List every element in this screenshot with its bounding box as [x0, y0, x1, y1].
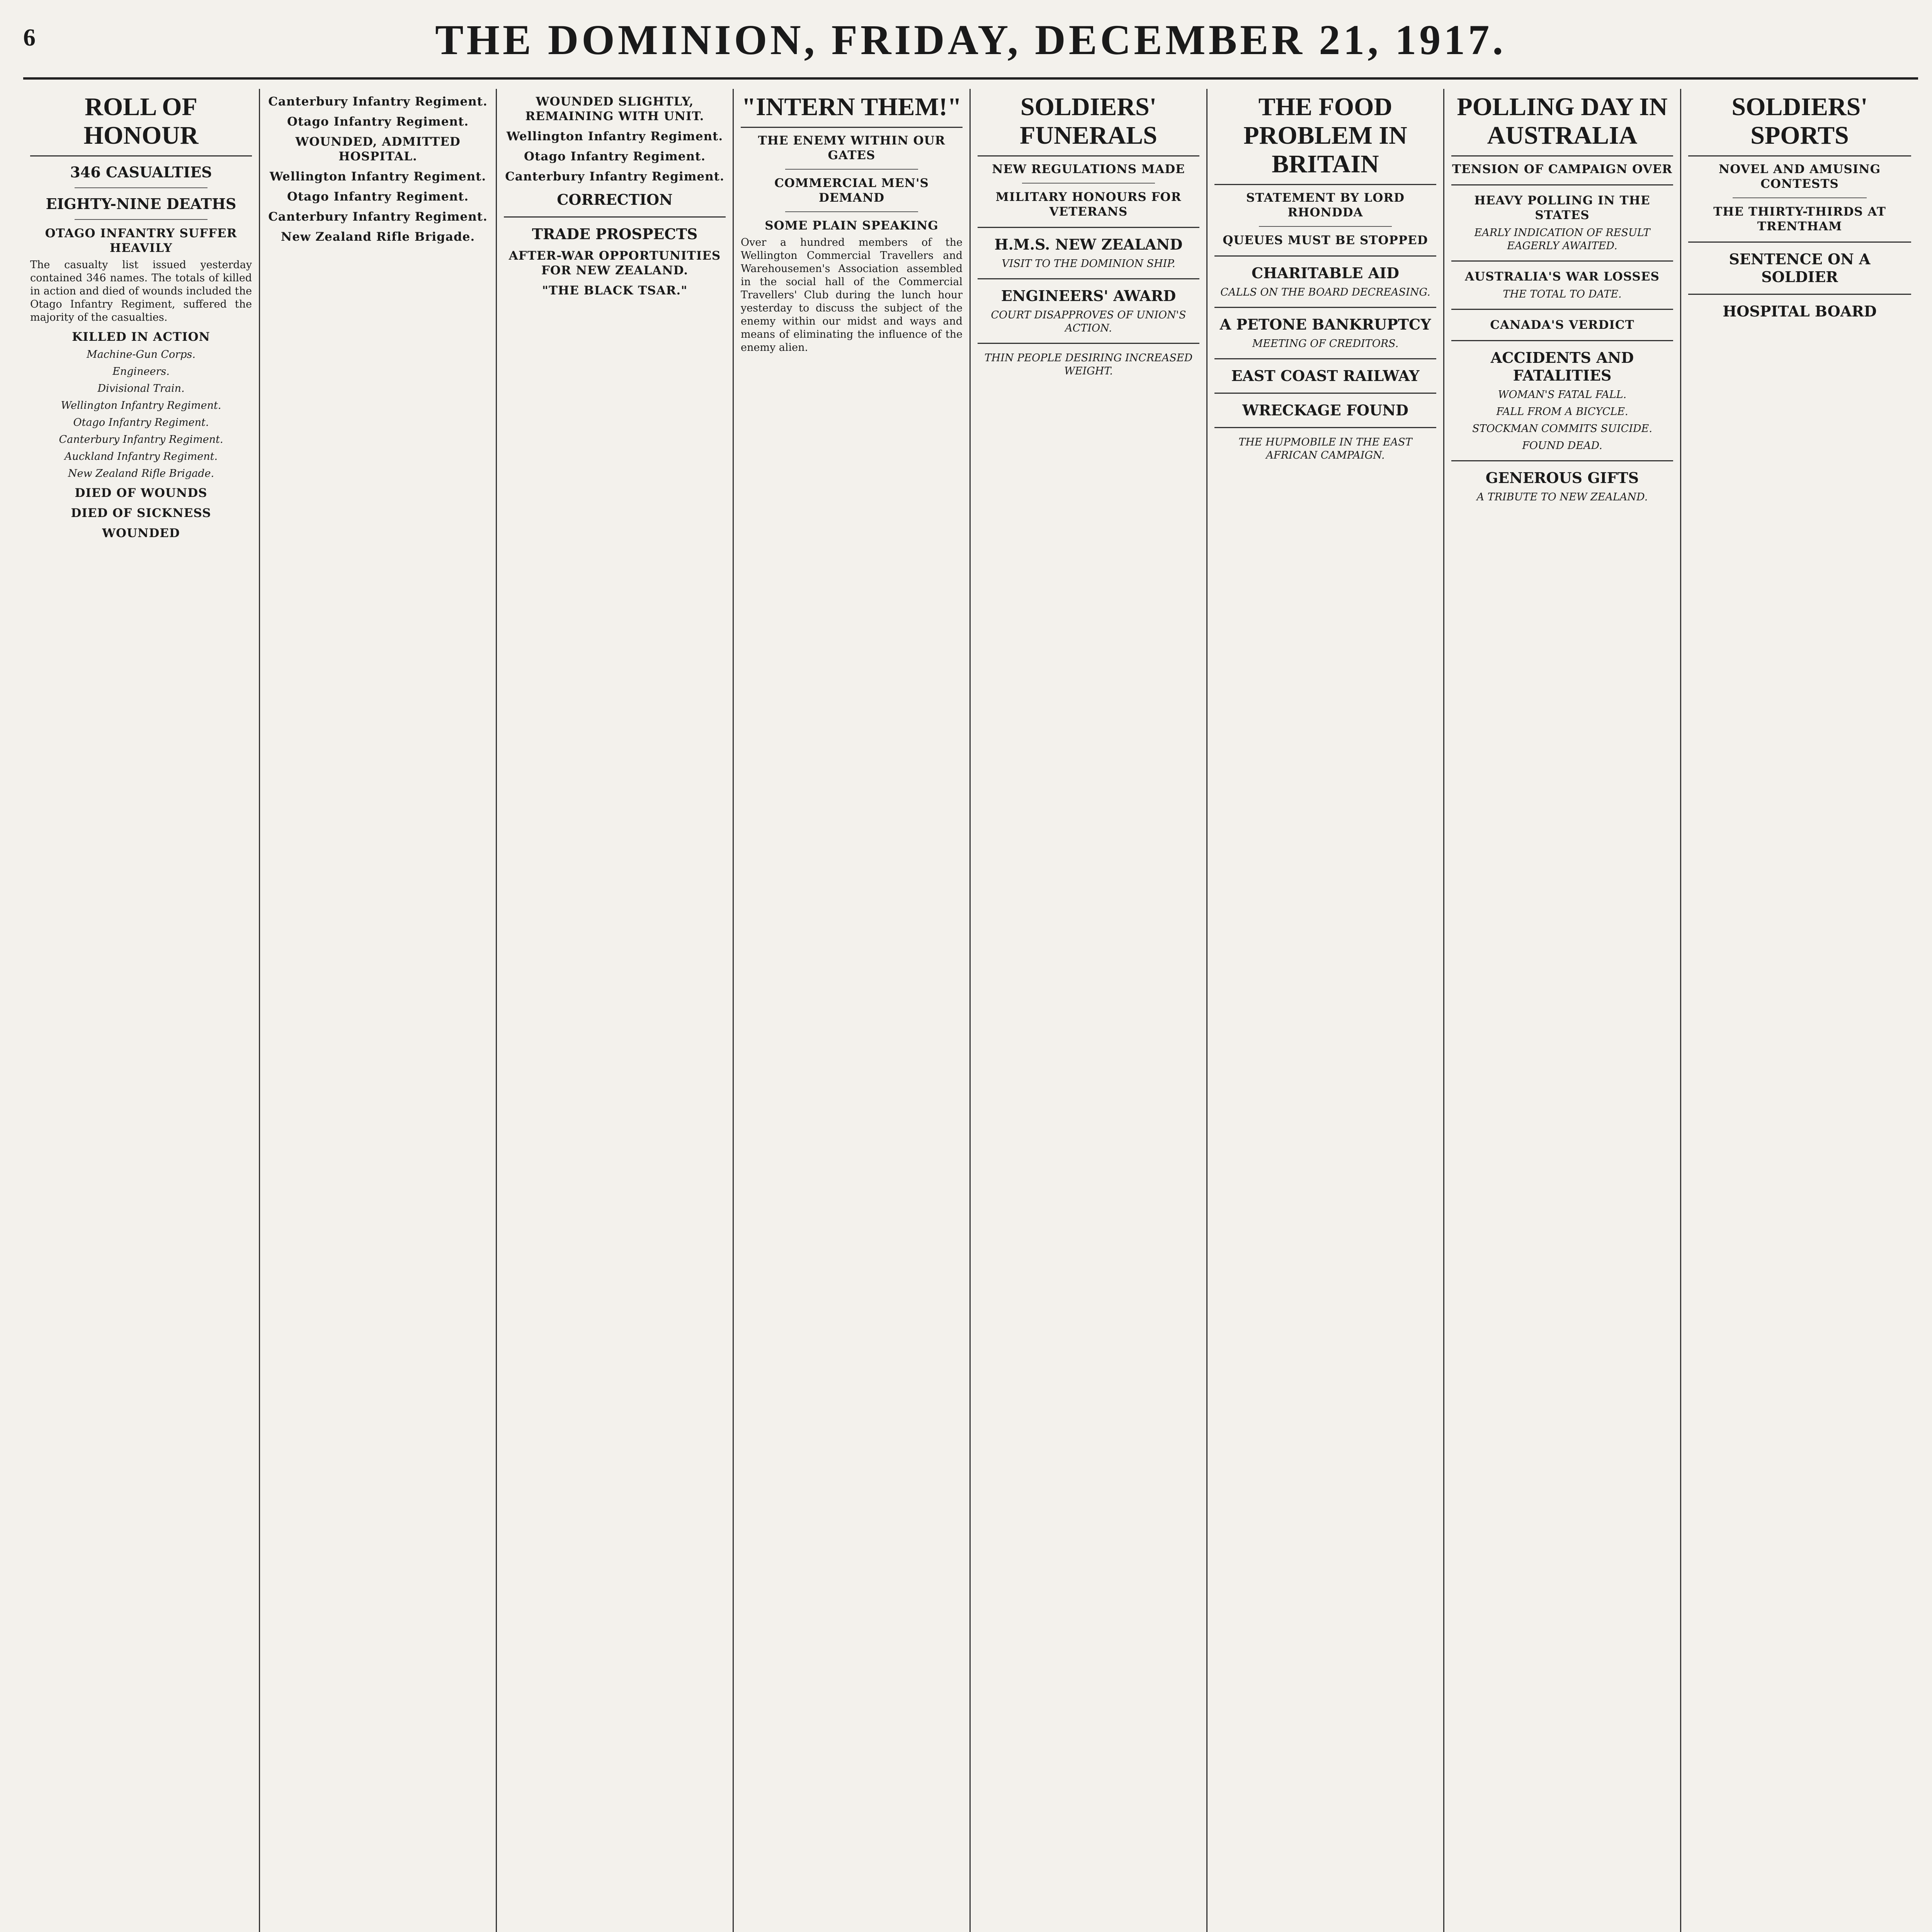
divider: [1451, 260, 1673, 262]
regiment-label: New Zealand Rifle Brigade.: [68, 468, 214, 480]
hupmobile-heading: THE HUPMOBILE IN THE EAST AFRICAN CAMPAIGN.: [1238, 436, 1412, 461]
masthead-rule: [23, 77, 1918, 80]
divider: [504, 216, 726, 218]
tension-heading: TENSION OF CAMPAIGN OVER: [1452, 162, 1672, 176]
divider: [1451, 460, 1673, 461]
deaths-heading: EIGHTY-NINE DEATHS: [46, 195, 236, 213]
hospital-heading: WOUNDED, ADMITTED HOSPITAL.: [295, 135, 461, 163]
section-died-of-wounds: DIED OF WOUNDS: [75, 486, 207, 500]
column-casualties-trade: [497, 89, 734, 1932]
hospital-board-heading: HOSPITAL BOARD: [1723, 303, 1877, 320]
column-casualty-list: [260, 89, 497, 1932]
column-food-problem: [1208, 89, 1444, 1932]
column-polling-day: [1444, 89, 1681, 1932]
divider: [1451, 340, 1673, 341]
charitable-aid-heading: CHARITABLE AID: [1252, 264, 1399, 282]
wreckage-heading: WRECKAGE FOUND: [1242, 401, 1408, 419]
divider: [1733, 197, 1866, 198]
funerals-heading: SOLDIERS' FUNERALS: [978, 89, 1199, 156]
accidents-heading: ACCIDENTS AND FATALITIES: [1490, 349, 1634, 384]
tribute-heading: A TRIBUTE TO NEW ZEALAND.: [1476, 491, 1648, 503]
polling-heading: POLLING DAY IN AUSTRALIA: [1451, 89, 1673, 156]
correction-heading: CORRECTION: [557, 191, 673, 208]
visit-heading: VISIT TO THE DOMINION SHIP.: [1002, 258, 1175, 270]
regiment-label: Wellington Infantry Regiment.: [61, 400, 221, 412]
regiment-heading: Otago Infantry Regiment.: [287, 115, 469, 129]
enemy-within-heading: THE ENEMY WITHIN OUR GATES: [758, 134, 946, 162]
rhondda-heading: STATEMENT BY LORD RHONDDA: [1246, 191, 1405, 219]
black-tsar-heading: "THE BLACK TSAR.": [542, 284, 688, 298]
found-dead-heading: FOUND DEAD.: [1522, 440, 1602, 452]
column-soldiers-funerals: [971, 89, 1208, 1932]
divider: [1214, 358, 1436, 359]
regiment-label: Machine-Gun Corps.: [87, 349, 196, 361]
divider: [978, 278, 1199, 279]
early-indication-heading: EARLY INDICATION OF RESULT EAGERLY AWAITED.: [1474, 227, 1650, 252]
sentence-heading: SENTENCE ON A SOLDIER: [1729, 250, 1871, 286]
fatal-fall-heading: WOMAN'S FATAL FALL.: [1498, 389, 1627, 401]
bicycle-heading: FALL FROM A BICYCLE.: [1496, 406, 1628, 418]
food-problem-heading: THE FOOD PROBLEM IN BRITAIN: [1214, 89, 1436, 185]
newspaper-title: THE DOMINION, FRIDAY, DECEMBER 21, 1917.: [435, 16, 1506, 63]
regiment-label: Otago Infantry Regiment.: [73, 417, 209, 429]
bankruptcy-heading: A PETONE BANKRUPTCY: [1219, 316, 1431, 333]
divider: [1214, 255, 1436, 257]
regiment-label: Auckland Infantry Regiment.: [64, 451, 218, 463]
regiment-heading: New Zealand Rifle Brigade.: [281, 230, 475, 244]
canada-heading: CANADA'S VERDICT: [1490, 318, 1634, 332]
section-wounded: WOUNDED: [102, 526, 180, 540]
divider: [1259, 226, 1392, 227]
after-war-heading: AFTER-WAR OPPORTUNITIES FOR NEW ZEALAND.: [509, 249, 721, 277]
divider: [75, 219, 207, 220]
page-number: 6: [23, 24, 36, 51]
intro-paragraph: The casualty list issued yesterday contained 346 names. The totals of killed in action and died of wounds included the Otago Infantry Regiment, suffered the majority of the casualties.: [30, 259, 252, 323]
creditors-heading: MEETING OF CREDITORS.: [1252, 338, 1399, 350]
regiment-heading: Canterbury Infantry Regiment.: [268, 95, 488, 109]
stockman-heading: STOCKMAN COMMITS SUICIDE.: [1472, 423, 1652, 435]
regulations-heading: NEW REGULATIONS MADE: [992, 162, 1185, 176]
queues-heading: QUEUES MUST BE STOPPED: [1223, 233, 1428, 247]
divider: [1214, 393, 1436, 394]
contests-heading: NOVEL AND AMUSING CONTESTS: [1718, 162, 1881, 191]
gifts-heading: GENEROUS GIFTS: [1485, 469, 1639, 486]
regiment-heading: Canterbury Infantry Regiment.: [505, 170, 724, 184]
column-roll-of-honour: [23, 89, 260, 1932]
intern-them-heading: "INTERN THEM!": [741, 89, 963, 128]
section-died-of-sickness: DIED OF SICKNESS: [71, 506, 211, 520]
military-honours-heading: MILITARY HONOURS FOR VETERANS: [995, 190, 1182, 219]
divider: [1688, 242, 1911, 243]
otago-heading: OTAGO INFANTRY SUFFER HEAVILY: [45, 226, 237, 255]
regiment-heading: Otago Infantry Regiment.: [287, 190, 469, 204]
divider: [1214, 427, 1436, 428]
wounded-slightly-heading: WOUNDED SLIGHTLY, REMAINING WITH UNIT.: [525, 95, 704, 123]
divider: [1451, 309, 1673, 310]
regiment-label: Divisional Train.: [97, 383, 185, 395]
roll-of-honour-heading: ROLL OF HONOUR: [30, 89, 252, 156]
commercial-demand-heading: COMMERCIAL MEN'S DEMAND: [774, 176, 929, 205]
court-heading: COURT DISAPPROVES OF UNION'S ACTION.: [991, 309, 1186, 334]
hms-heading: H.M.S. NEW ZEALAND: [994, 236, 1183, 253]
engineers-heading: ENGINEERS' AWARD: [1001, 287, 1176, 304]
regiment-heading: Wellington Infantry Regiment.: [269, 170, 486, 184]
casualties-count: 346 CASUALTIES: [70, 163, 212, 181]
columns: [23, 89, 1918, 1932]
regiment-heading: Canterbury Infantry Regiment.: [268, 210, 488, 224]
divider: [785, 211, 918, 212]
railway-heading: EAST COAST RAILWAY: [1231, 367, 1420, 384]
regiment-heading: Otago Infantry Regiment.: [524, 150, 706, 163]
total-heading: THE TOTAL TO DATE.: [1503, 288, 1622, 300]
regiment-heading: Wellington Infantry Regiment.: [506, 129, 723, 143]
column-intern-them: [734, 89, 971, 1932]
divider: [785, 169, 918, 170]
plain-speaking-heading: SOME PLAIN SPEAKING: [765, 219, 939, 233]
sports-heading: SOLDIERS' SPORTS: [1688, 89, 1911, 156]
divider: [978, 227, 1199, 228]
war-losses-heading: AUSTRALIA'S WAR LOSSES: [1465, 270, 1660, 284]
column-soldiers-sports: [1681, 89, 1918, 1932]
divider: [75, 187, 207, 188]
regiment-label: Engineers.: [112, 366, 170, 378]
masthead: [23, 15, 1918, 73]
section-killed: KILLED IN ACTION: [72, 330, 210, 344]
trentham-heading: THE THIRTY-THIRDS AT TRENTHAM: [1713, 205, 1886, 233]
divider: [1688, 294, 1911, 295]
divider: [1214, 307, 1436, 308]
heavy-polling-heading: HEAVY POLLING IN THE STATES: [1474, 194, 1650, 222]
calls-heading: CALLS ON THE BOARD DECREASING.: [1220, 286, 1430, 298]
divider: [978, 343, 1199, 344]
divider: [1451, 184, 1673, 185]
article-paragraph: Over a hundred members of the Wellington Commercial Travellers and Warehousemen's Association assembled in the social hall of the Commercial Travellers' Club during the lunch hour yesterday to discuss the subject of the enemy within our midst and ways and means of eliminating the influence of the enemy alien.: [741, 236, 963, 354]
divider: [1022, 183, 1155, 184]
regiment-label: Canterbury Infantry Regiment.: [59, 434, 223, 446]
advert-heading: THIN PEOPLE DESIRING INCREASED WEIGHT.: [984, 352, 1193, 377]
trade-prospects-heading: TRADE PROSPECTS: [532, 225, 698, 243]
